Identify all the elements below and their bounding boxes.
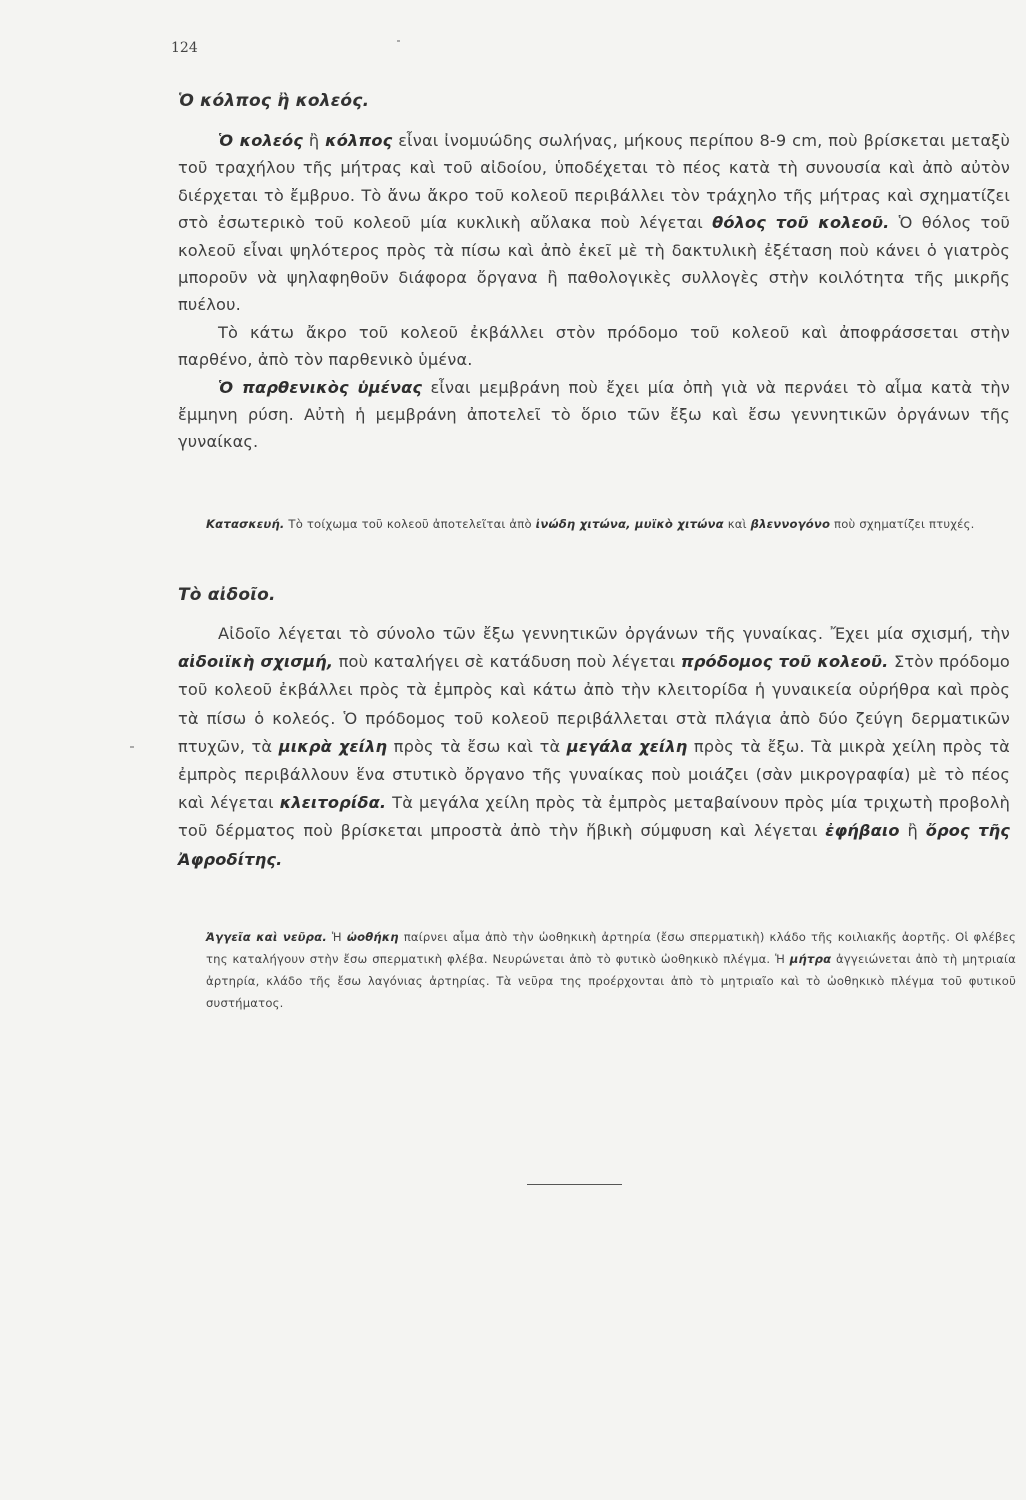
text-run: ἢ: [899, 821, 926, 841]
text-run: καὶ: [723, 517, 751, 531]
emphasized-term: κλειτορίδα.: [279, 793, 387, 813]
text-run: ποὺ καταλήγει σὲ κατάδυση ποὺ λέγεται: [333, 652, 681, 672]
note-construction: [206, 513, 1016, 535]
emphasized-term: κόλπος: [325, 131, 393, 150]
emphasized-term: θόλος τοῦ κολεοῦ.: [712, 213, 890, 233]
emphasized-term: μεγάλα χείλη: [566, 736, 688, 756]
emphasized-term: πρόδομος τοῦ κολεοῦ.: [680, 652, 889, 672]
text-run: ἢ: [303, 131, 326, 150]
vagina-body: [178, 127, 1010, 456]
paragraph: [178, 127, 1010, 319]
emphasized-term: ὄρος τῆς Ἀφροδίτης.: [178, 821, 1010, 869]
text-run: Τὰ μεγάλα χείλη πρὸς τὰ ἐμπρὸς μεταβαίνουν πρὸς μία τριχωτὴ προβολὴ τοῦ δέρματος ποὺ βρίσκεται μπροστὰ ἀπὸ τὴν ἥβικὴ σύμφυση καὶ λέγεται: [178, 793, 1010, 841]
section-title-vulva: Τὸ αἰδοῖο.: [178, 585, 276, 605]
text-run: ποὺ σχηματίζει πτυχές.: [830, 517, 975, 531]
text-run: Στὸν πρόδομο τοῦ κολεοῦ ἐκβάλλει πρὸς τὰ ἐμπρὸς καὶ κάτω ἀπὸ τὴν κλειτορίδα ἡ γυναικεία οὐρήθρα καὶ πρὸς τὰ πίσω ὁ κολεός. Ὁ πρόδομος τοῦ κολεοῦ περιβάλλεται στὰ πλάγια ἀπὸ δύο ζεύγη δερματικῶν πτυχῶν, τὰ: [178, 652, 1010, 756]
text-run: Ὁ θόλος τοῦ κολεοῦ εἶναι ψηλότερος πρὸς τὰ πίσω καὶ ἀπὸ ἐκεῖ μὲ τὴ δακτυλικὴ ἐξέταση ποὺ κάνει ὁ γιατρὸς μποροῦν νὰ ψηλαφηθοῦν διάφορα ὄργανα ἢ παθολογικὲς συλλογὲς στὴν κοιλότητα τῆς μικρῆς πυέλου.: [178, 213, 1010, 315]
emphasized-term: Ὁ παρθενικὸς ὑμένας: [218, 377, 423, 397]
emphasized-term: ἐφήβαιο: [825, 821, 900, 841]
text-run: ἀγγειώνεται ἀπὸ τὴ μητριαία ἀρτηρία, κλάδο τῆς ἔσω λαγόνιας ἀρτηρίας. Τὰ νεῦρα της προέρχονται ἀπὸ τὸ μητριαῖο καὶ τὸ ὠοθηκικὸ πλέγμα τοῦ φυτικοῦ συστήματος.: [206, 952, 1016, 1010]
scan-speck: [397, 40, 400, 42]
paragraph: [178, 374, 1010, 456]
emphasized-term: ὠοθήκη: [346, 930, 399, 944]
text-run: Τὸ κάτω ἄκρο τοῦ κολεοῦ ἐκβάλλει στὸν πρόδομο τοῦ κολεοῦ καὶ ἀποφράσσεται στὴν παρθένο, ἀπὸ τὸν παρθενικὸ ὑμένα.: [178, 322, 1010, 370]
vulva-body: [178, 620, 1010, 874]
end-rule: [527, 1184, 622, 1185]
emphasized-term: Ὁ κολεός: [218, 131, 304, 150]
text-run: Τὸ τοίχωμα τοῦ κολεοῦ ἀποτελεῖται ἀπὸ: [284, 517, 536, 531]
section-title-vagina: Ὁ κόλπος ἢ κολεός.: [178, 91, 370, 111]
text-run: παίρνει αἷμα ἀπὸ τὴν ὠοθηκικὴ ἀρτηρία (ἔσω σπερματικὴ) κλάδο τῆς κοιλιακῆς ἀορτῆς. Οἱ φλέβες της καταλήγουν στὴν ἔσω σπερματικὴ φλέβα. Νευρώνεται ἀπὸ τὸ φυτικὸ ὠοθηκικὸ πλέγμα. Ἡ: [206, 930, 1016, 966]
scan-speck: [130, 746, 134, 748]
text-run: εἶναι ἰνομυώδης σωλήνας, μήκους περίπου 8-9 cm, ποὺ βρίσκεται μεταξὺ τοῦ τραχήλου τῆς μήτρας καὶ τοῦ αἰδοίου, ὑποδέχεται τὸ πέος κατὰ τὴ συνουσία καὶ ἀπὸ αὐτὸν διέρχεται τὸ ἔμβρυο. Τὸ ἄνω ἄκρο τοῦ κολεοῦ περιβάλλει τὸν τράχηλο τῆς μήτρας καὶ σχηματίζει στὸ ἐσωτερικὸ τοῦ κολεοῦ μία κυκλικὴ αὔλακα ποὺ λέγεται: [178, 131, 1010, 233]
page-number: 124: [171, 40, 198, 56]
text-run: πρὸς τὰ ἔσω καὶ τὰ: [387, 736, 567, 756]
text-run: πρὸς τὰ ἔξω. Τὰ μικρὰ χείλη πρὸς τὰ ἐμπρὸς περιβάλλουν ἕνα στυτικὸ ὄργανο τῆς γυναίκας ποὺ μοιάζει (σὰν μικρογραφία) μὲ τὸ πέος καὶ λέγεται: [178, 736, 1010, 813]
emphasized-term: Κατασκευή.: [206, 517, 285, 531]
text-run: Αἰδοῖο λέγεται τὸ σύνολο τῶν ἔξω γεννητικῶν ὀργάνων τῆς γυναίκας. Ἔχει μία σχισμή, τὴν: [218, 624, 1010, 643]
emphasized-term: αἰδοιϊκὴ σχισμή,: [178, 652, 334, 672]
emphasized-term: βλεννογόνο: [750, 517, 831, 531]
paragraph: [178, 319, 1010, 374]
emphasized-term: Ἀγγεῖα καὶ νεῦρα.: [206, 930, 327, 944]
emphasized-term: μήτρα: [789, 952, 832, 966]
text-run: Ἡ: [326, 930, 347, 944]
note-vessels-nerves: [206, 926, 1016, 1014]
text-run: εἶναι μεμβράνη ποὺ ἔχει μία ὀπὴ γιὰ νὰ περνάει τὸ αἷμα κατὰ τὴν ἔμμηνη ρύση. Αὐτὴ ἡ μεμβράνη ἀποτελεῖ τὸ ὅριο τῶν ἔξω καὶ ἔσω γεννητικῶν ὀργάνων τῆς γυναίκας.: [178, 377, 1010, 452]
paragraph: [178, 620, 1010, 874]
emphasized-term: μικρὰ χείλη: [278, 736, 388, 756]
emphasized-term: ἰνώδη χιτώνα, μυϊκὸ χιτώνα: [535, 517, 724, 531]
